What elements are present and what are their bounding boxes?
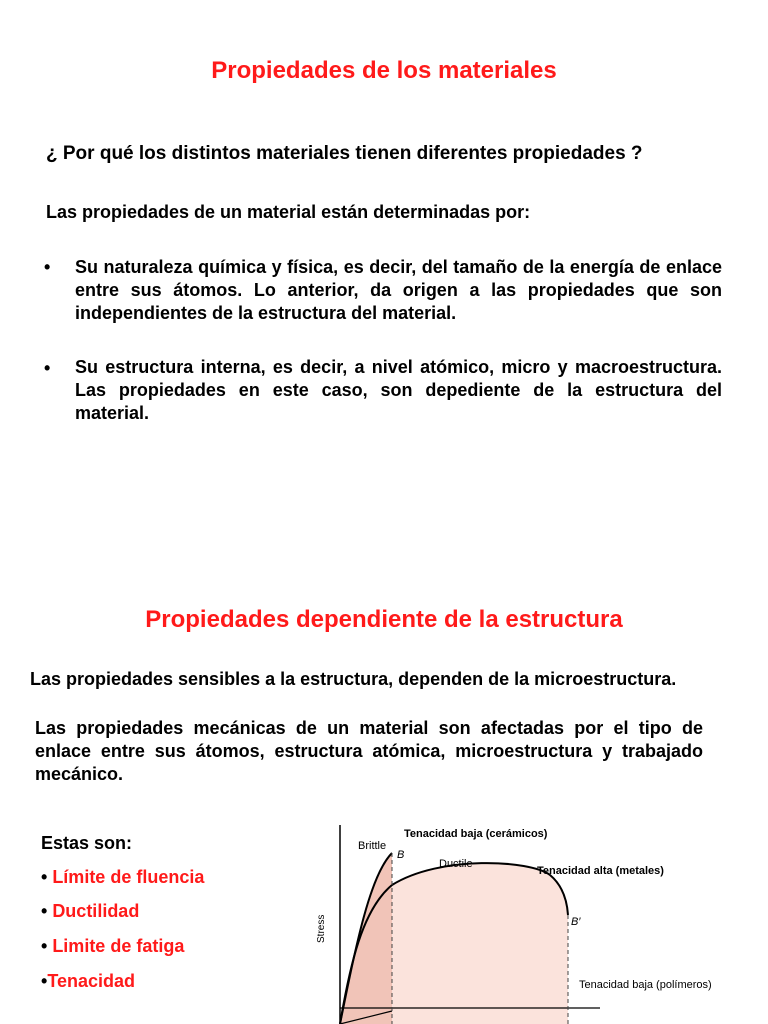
label-b-prime: B′ — [571, 916, 581, 928]
label-low-polymer: Tenacidad baja (polímeros) — [579, 979, 712, 991]
list-item: • Limite de fatiga — [41, 936, 185, 956]
slide2-para2: Las propiedades mecánicas de un material son afectadas por el tipo de enlace entre sus átomos, estructura atómica, microestructura y trabajado mecánico. — [35, 718, 703, 784]
label-low-ceramic: Tenacidad baja (cerámicos) — [404, 828, 548, 840]
label-high-metal: Tenacidad alta (metales) — [537, 865, 664, 877]
slide2-para1: Las propiedades sensibles a la estructura, dependen de la microestructura. — [30, 669, 677, 689]
slide1-title: Propiedades de los materiales — [211, 57, 557, 84]
list-item: •Tenacidad — [41, 971, 136, 991]
slide1-bullet-2: Su estructura interna, es decir, a nivel atómico, micro y macroestructura. Las propiedades en este caso, son depediente de la estructura del material. — [75, 357, 722, 423]
list-item: • Límite de fluencia — [41, 867, 205, 887]
list-heading: Estas son: — [41, 833, 133, 853]
bullet-marker: • — [44, 257, 51, 277]
label-b: B — [397, 849, 405, 861]
bullet-marker: • — [44, 358, 51, 378]
slide1-bullet-1: Su naturaleza química y física, es decir, del tamaño de la energía de enlace entre sus átomos. Lo anterior, da origen a las propiedades que son independientes de la estructura del material. — [75, 257, 722, 323]
label-ductile: Ductile — [439, 858, 473, 870]
stress-strain-figure — [300, 815, 768, 1024]
slide1-intro: Las propiedades de un material están determinadas por: — [46, 202, 531, 222]
slide1-question: ¿ Por qué los distintos materiales tienen diferentes propiedades ? — [46, 143, 643, 164]
y-axis-label: Stress — [316, 914, 327, 943]
list-item: • Ductilidad — [41, 901, 140, 921]
slide2-title: Propiedades dependiente de la estructura — [145, 606, 623, 633]
label-brittle: Brittle — [358, 840, 387, 852]
brittle-area — [340, 853, 392, 1024]
